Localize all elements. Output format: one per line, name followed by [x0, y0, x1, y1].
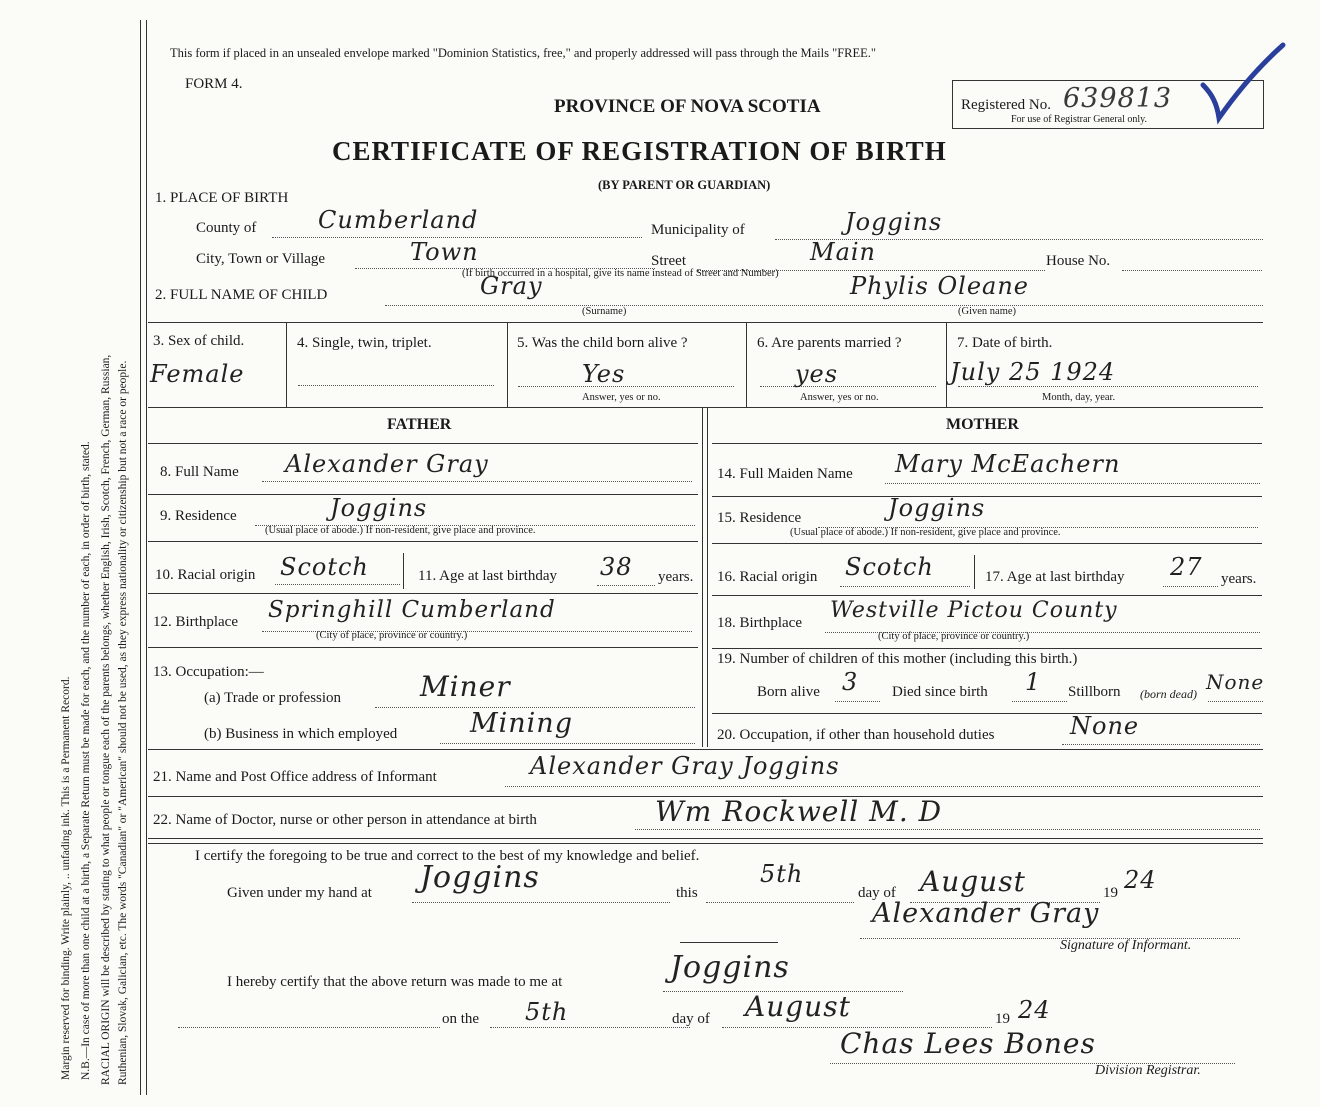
check-mark-icon	[1195, 40, 1290, 125]
mother-racial-origin-value: Scotch	[845, 553, 934, 581]
province-heading: PROVINCE OF NOVA SCOTIA	[554, 96, 821, 117]
father-racial-origin-value: Scotch	[280, 553, 369, 581]
informant-signature: Alexander Gray	[872, 898, 1100, 929]
father-residence-label: 9. Residence	[160, 508, 237, 524]
mother-residence-label: 15. Residence	[717, 510, 802, 526]
registrar-day-of-label: day of	[672, 1011, 710, 1027]
registrar-place: Joggins	[670, 950, 790, 985]
certificate-title: CERTIFICATE OF REGISTRATION OF BIRTH	[332, 136, 947, 166]
county-value: Cumberland	[318, 206, 479, 234]
father-business-value: Mining	[470, 708, 573, 739]
house-number-label: House No.	[1046, 253, 1111, 269]
parents-married-caption: Answer, yes or no.	[800, 392, 879, 403]
mother-children-label: 19. Number of children of this mother (including this birth.)	[717, 651, 1078, 667]
certification-day-of-label: day of	[858, 885, 896, 901]
born-alive-label: 5. Was the child born alive ?	[517, 335, 688, 351]
mother-birthplace-label: 18. Birthplace	[717, 615, 802, 631]
mother-birthplace-caption: (City of place, province or country.)	[878, 631, 1030, 642]
mother-residence-caption: (Usual place of abode.) If non-resident, give place and province.	[790, 527, 1061, 538]
registered-number: 639813	[1063, 83, 1173, 114]
given-name-caption: (Given name)	[958, 306, 1017, 317]
father-name-value: Alexander Gray	[285, 450, 489, 478]
municipality-label: Municipality of	[651, 222, 745, 238]
stillborn-label: Stillborn	[1068, 684, 1121, 700]
informant-certify-text: I certify the foregoing to be true and correct to the best of my knowledge and belief.	[195, 848, 700, 864]
mother-heading: MOTHER	[946, 416, 1019, 433]
certification-month: August	[920, 865, 1026, 898]
margin-note-racial-1: RACIAL ORIGIN will be described by stating to what people or tongue each of the parents belongs, whether English, Irish, Scotch, French, German, Russian,	[100, 354, 112, 1085]
child-surname: Gray	[480, 272, 543, 300]
mother-age-value: 27	[1170, 553, 1203, 581]
certification-place: Joggins	[420, 860, 540, 895]
mother-name-value: Mary McEachern	[895, 450, 1121, 478]
place-of-birth-label: 1. PLACE OF BIRTH	[155, 190, 289, 206]
mother-age-label: 17. Age at last birthday	[985, 569, 1125, 585]
top-notice: This form if placed in an unsealed envelope marked "Dominion Statistics, free," and properly addressed will pass through the Mails "FREE."	[170, 46, 877, 60]
date-of-birth-caption: Month, day, year.	[1042, 392, 1116, 403]
child-given-name: Phylis Oleane	[850, 272, 1029, 300]
form-number: FORM 4.	[185, 76, 243, 92]
informant-label: 21. Name and Post Office address of Informant	[153, 769, 437, 785]
date-of-birth-value: July 25 1924	[950, 358, 1116, 386]
father-trade-value: Miner	[420, 670, 511, 703]
mother-name-label: 14. Full Maiden Name	[717, 466, 853, 482]
sex-label: 3. Sex of child.	[153, 333, 245, 349]
child-name-label: 2. FULL NAME OF CHILD	[155, 287, 328, 303]
father-trade-label: (a) Trade or profession	[204, 690, 342, 706]
father-residence-caption: (Usual place of abode.) If non-resident, give place and province.	[265, 525, 536, 536]
mother-occupation-value: None	[1070, 712, 1140, 740]
doctor-label: 22. Name of Doctor, nurse or other person in attendance at birth	[153, 812, 537, 828]
father-birthplace-caption: (City of place, province or country.)	[316, 630, 468, 641]
certification-day: 5th	[760, 860, 804, 888]
certification-this-label: this	[676, 885, 698, 901]
certification-year: 24	[1124, 866, 1157, 894]
father-birthplace-value: Springhill Cumberland	[268, 597, 556, 623]
margin-note-binding: Margin reserved for binding. Write plainly, .. unfading ink. This is a Permanent Record.	[60, 676, 72, 1080]
father-age-value: 38	[600, 553, 633, 581]
street-value: Main	[810, 238, 877, 266]
father-name-label: 8. Full Name	[160, 464, 239, 480]
mother-occupation-label: 20. Occupation, if other than household duties	[717, 727, 995, 743]
registered-note: For use of Registrar General only.	[1011, 114, 1147, 125]
plurality-label: 4. Single, twin, triplet.	[297, 335, 432, 351]
certificate-subtitle: (BY PARENT OR GUARDIAN)	[598, 178, 771, 192]
date-of-birth-label: 7. Date of birth.	[957, 335, 1053, 351]
mother-age-years: years.	[1221, 571, 1257, 587]
informant-signature-caption: Signature of Informant.	[1060, 938, 1192, 953]
died-since-birth-count: 1	[1025, 668, 1042, 696]
father-residence-value: Joggins	[330, 494, 428, 522]
father-occupation-label: 13. Occupation:—	[153, 664, 264, 680]
father-heading: FATHER	[387, 416, 452, 433]
informant-value: Alexander Gray Joggins	[530, 752, 840, 780]
city-label: City, Town or Village	[196, 251, 326, 267]
mother-birthplace-value: Westville Pictou County	[830, 598, 1118, 623]
father-birthplace-label: 12. Birthplace	[153, 614, 238, 630]
certification-year-prefix: 19	[1103, 885, 1118, 901]
father-age-label: 11. Age at last birthday	[418, 568, 557, 584]
mother-residence-value: Joggins	[888, 494, 986, 522]
parents-married-value: yes	[795, 360, 839, 388]
given-under-hand-label: Given under my hand at	[227, 885, 372, 901]
stillborn-note: (born dead)	[1140, 687, 1197, 701]
registrar-year: 24	[1018, 996, 1051, 1024]
registrar-on-the-label: on the	[442, 1011, 480, 1027]
mother-racial-origin-label: 16. Racial origin	[717, 569, 818, 585]
margin-note-racial-2: Ruthenian, Slovak, Galician, etc. The words "Canadian" or "American" should not be used, as they express nationality or citizenship but not a race or people.	[117, 360, 129, 1085]
registrar-year-prefix: 19	[995, 1011, 1010, 1027]
municipality-value: Joggins	[845, 208, 943, 236]
registrar-signature: Chas Lees Bones	[840, 1027, 1096, 1060]
registrar-day: 5th	[525, 998, 569, 1026]
hospital-note: (If birth occurred in a hospital, give its name instead of Street and Number)	[462, 268, 779, 279]
registrar-certify-text: I hereby certify that the above return was made to me at	[227, 974, 563, 990]
surname-caption: (Surname)	[582, 306, 627, 317]
doctor-value: Wm Rockwell M. D	[655, 795, 943, 828]
city-value: Town	[410, 238, 479, 266]
father-age-years: years.	[658, 569, 694, 585]
stillborn-value: None	[1206, 670, 1265, 694]
street-label: Street	[651, 253, 686, 269]
margin-note-nb: N.B.—In case of more than one child at a birth, a Separate Return must be made for each, and the number of each, in order of birth, stated.	[80, 441, 92, 1080]
father-racial-origin-label: 10. Racial origin	[155, 567, 256, 583]
born-alive-count-label: Born alive	[757, 684, 820, 700]
born-alive-caption: Answer, yes or no.	[582, 392, 661, 403]
division-registrar-caption: Division Registrar.	[1095, 1063, 1201, 1078]
parents-married-label: 6. Are parents married ?	[757, 335, 902, 351]
registered-label: Registered No.	[961, 97, 1051, 113]
father-business-label: (b) Business in which employed	[204, 726, 398, 742]
sex-value: Female	[150, 360, 245, 388]
born-alive-value: Yes	[582, 360, 626, 388]
born-alive-count: 3	[842, 668, 859, 696]
died-since-birth-label: Died since birth	[892, 684, 988, 700]
registrar-month: August	[745, 990, 851, 1023]
county-label: County of	[196, 220, 257, 236]
